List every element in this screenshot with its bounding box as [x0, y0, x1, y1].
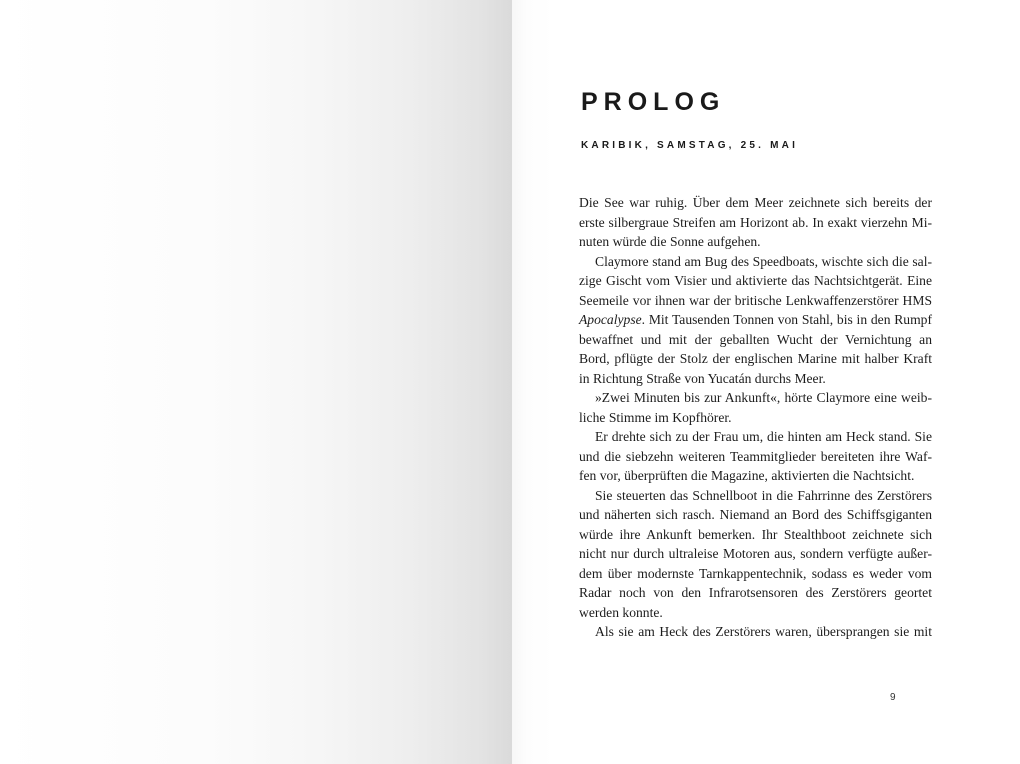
- text-line: fen vor, überprüften die Magazine, aktivierten die Nachtsicht.: [579, 468, 915, 483]
- text-line: dem über modernste Tarnkappentechnik, sodass es weder vom: [579, 565, 932, 581]
- text-fragment: . Mit Tausenden Tonnen von Stahl, bis in den Rumpf: [641, 312, 932, 327]
- paragraph-6: [579, 622, 932, 642]
- text-line: erste silbergraue Streifen am Horizont ab. In exakt vierzehn Mi-: [579, 214, 932, 230]
- text-line: liche Stimme im Kopfhörer.: [579, 409, 732, 425]
- text-line: und die siebzehn weiteren Teammitglieder bereiteten ihre Waf-: [579, 448, 932, 464]
- text-line: werden konnte.: [579, 604, 663, 620]
- paragraph-4: [579, 427, 932, 486]
- text-line: und näherten sich rasch. Niemand an Bord des Schiffsgiganten: [579, 507, 932, 522]
- text-line: Sie steuerten das Schnellboot in die Fahrrinne des Zerstörers: [595, 487, 932, 503]
- text-line: nicht nur durch ultraleise Motoren aus, sondern verfügte außer-: [579, 546, 932, 561]
- text-line: nuten würde die Sonne aufgehen.: [579, 234, 761, 249]
- text-line: in Richtung Straße von Yucatán durchs Meer.: [579, 370, 826, 386]
- text-line: Er drehte sich zu der Frau um, die hinten am Heck stand. Sie: [595, 429, 932, 444]
- text-line-with-italic: [579, 310, 932, 330]
- paragraph-1: [579, 193, 932, 252]
- page-number: 9: [890, 692, 896, 703]
- text-line: zige Gischt vom Visier und aktivierte das Nachtsichtgerät. Eine: [579, 273, 932, 288]
- text-line: »Zwei Minuten bis zur Ankunft«, hörte Claymore eine weib-: [595, 390, 932, 405]
- text-line: Bord, pflügte der Stolz der englischen Marine mit halber Kraft: [579, 351, 932, 366]
- paragraph-5: [579, 486, 932, 623]
- paragraph-2: [579, 252, 932, 389]
- text-line: Die See war ruhig. Über dem Meer zeichnete sich bereits der: [579, 195, 932, 210]
- body-text: [579, 193, 932, 642]
- text-line: Radar noch von den Infrarotsensoren des Zerstörers geortet: [579, 585, 932, 600]
- chapter-title: PROLOG: [581, 88, 726, 116]
- paragraph-3: [579, 388, 932, 427]
- italic-ship-name: Apocalypse: [579, 312, 642, 327]
- text-line: Claymore stand am Bug des Speedboats, wischte sich die sal-: [595, 253, 932, 269]
- text-line: bewaffnet und mit der geballten Wucht der Vernichtung an: [579, 331, 932, 347]
- text-line: würde ihre Ankunft bemerken. Ihr Stealthboot zeichnete sich: [579, 526, 932, 542]
- chapter-subtitle: KARIBIK, SAMSTAG, 25. MAI: [581, 140, 799, 151]
- text-line: Seemeile vor ihnen war der britische Lenkwaffenzerstörer HMS: [579, 292, 932, 308]
- text-line: Als sie am Heck des Zerstörers waren, übersprangen sie mit: [595, 624, 932, 639]
